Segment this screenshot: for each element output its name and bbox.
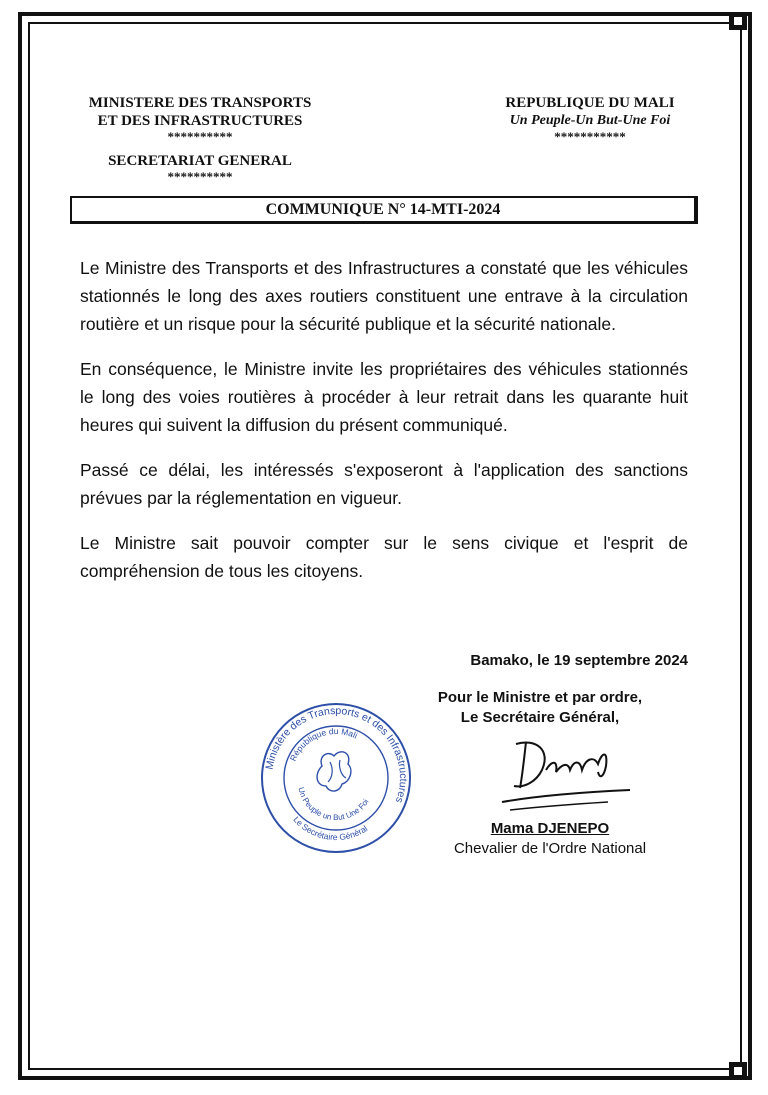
issue-date: Bamako, le 19 septembre 2024 <box>470 652 688 669</box>
secretariat-name: SECRETARIAT GENERAL <box>108 153 292 169</box>
signer-name: Mama DJENEPO <box>490 820 610 837</box>
svg-text:République du Mali: République du Mali <box>287 725 360 763</box>
official-stamp <box>258 700 414 856</box>
signer-distinction: Chevalier de l'Ordre National <box>453 840 647 857</box>
secretariat-stars: ********** <box>167 169 233 184</box>
body-paragraph: Passé ce délai, les intéressés s'exposeront à l'application des sanctions prévues par la réglementation en vigueur. <box>80 460 688 508</box>
republic-name: REPUBLIQUE DU MALI <box>505 95 675 111</box>
ministry-stars: ********** <box>167 129 233 144</box>
republic-header <box>470 94 710 144</box>
communique-title: COMMUNIQUE N° 14-MTI-2024 <box>70 196 698 224</box>
corner-ornament <box>729 1062 747 1080</box>
ministry-header <box>60 94 340 184</box>
on-behalf-line: Pour le Ministre et par ordre, <box>437 689 643 706</box>
ministry-name-line1: MINISTERE DES TRANSPORTS <box>88 95 312 111</box>
signatory-role: Le Secrétaire Général, <box>460 709 620 726</box>
handwritten-signature <box>496 730 636 816</box>
svg-text:Ministère des Transports et de: Ministère des Transports et des Infrastructures <box>263 704 410 805</box>
body-paragraph: En conséquence, le Ministre invite les propriétaires des véhicules stationnés le long des voies routières à procéder à leur retrait dans les quarante huit heures qui suivent la diffusion du présent communiqué. <box>80 359 688 435</box>
communique-body <box>80 254 688 602</box>
body-paragraph: Le Ministre sait pouvoir compter sur le sens civique et l'esprit de compréhension de tous les citoyens. <box>80 533 688 581</box>
ministry-name-line2: ET DES INFRASTRUCTURES <box>97 113 303 129</box>
signatory-block <box>400 688 680 728</box>
body-paragraph: Le Ministre des Transports et des Infrastructures a constaté que les véhicules stationnés le long des axes routiers constituent une entrave à la circulation routière et un risque pour la sécurité publique et la sécurité nationale. <box>80 258 688 334</box>
corner-ornament <box>729 12 747 30</box>
svg-text:Le Secrétaire Général: Le Secrétaire Général <box>291 814 370 843</box>
republic-stars: *********** <box>554 129 626 144</box>
svg-text:Un Peuple un But Une Foi: Un Peuple un But Une Foi <box>296 786 371 823</box>
republic-motto: Un Peuple-Un But-Une Foi <box>509 113 671 128</box>
